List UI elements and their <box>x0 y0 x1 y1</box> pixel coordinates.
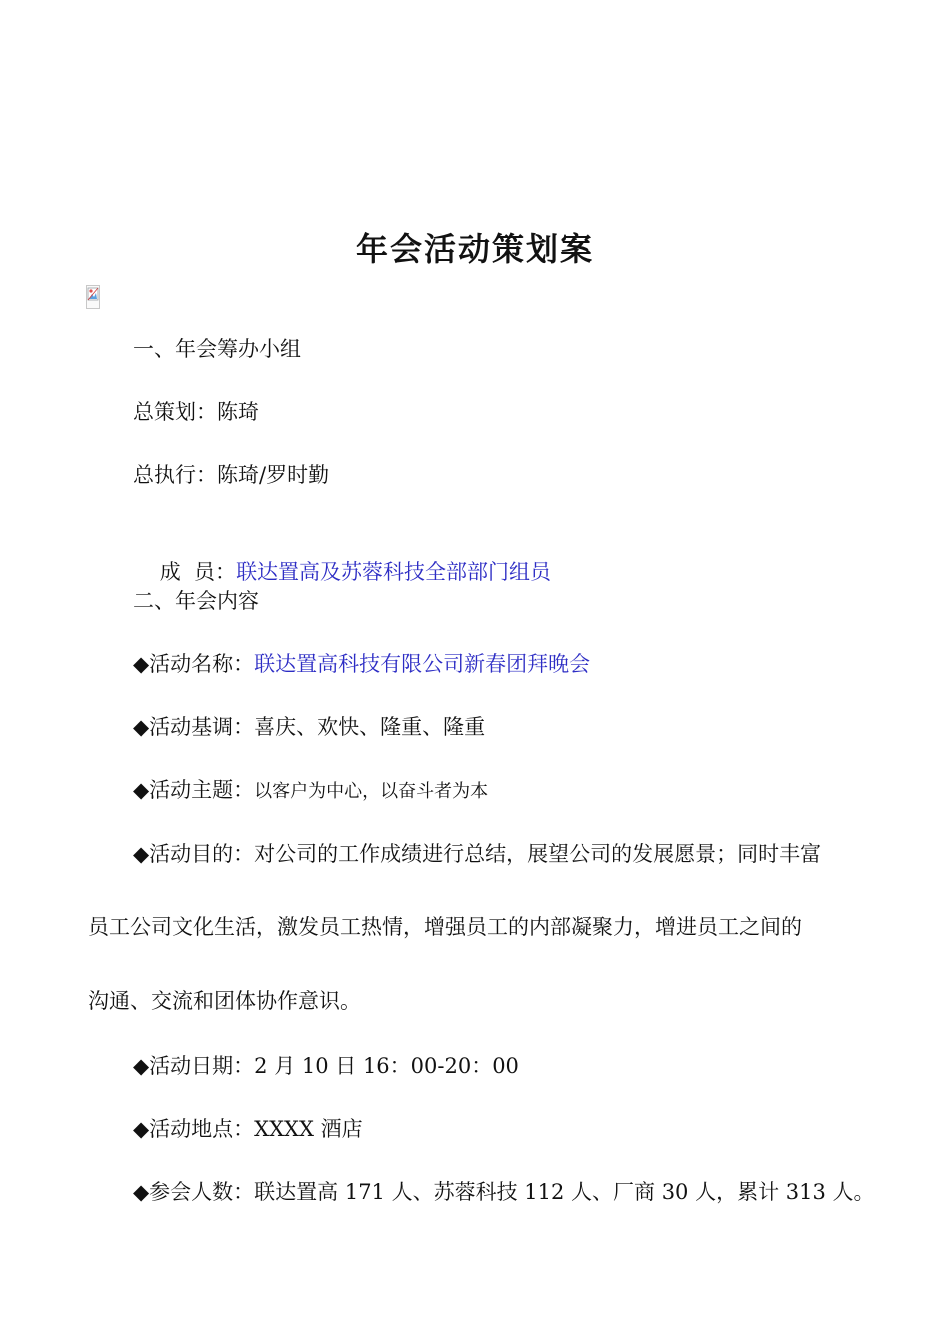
activity-purpose-line-1: ◆活动目的：对公司的工作成绩进行总结，展望公司的发展愿景；同时丰富 <box>133 842 822 866</box>
executor-label: 总执行： <box>133 463 217 487</box>
activity-name-value: 联达置高科技有限公司新春团拜晚会 <box>254 652 591 676</box>
attendance-value: 联达置高 171 人、苏蓉科技 112 人、厂商 30 人，累计 313 人。 <box>254 1180 875 1204</box>
section-heading-organizers: 一、年会筹办小组 <box>133 337 301 361</box>
activity-tone-value: 喜庆、欢快、隆重、隆重 <box>254 715 486 739</box>
members-value: 联达置高及苏蓉科技全部部门组员 <box>236 560 552 584</box>
activity-date-value: 2 月 10 日 16：00-20：00 <box>254 1054 519 1078</box>
executor-value: 陈琦/罗时勤 <box>217 463 330 487</box>
activity-tone-label: ◆活动基调： <box>133 715 255 739</box>
planner-value: 陈琦 <box>217 400 259 424</box>
attendance-label: ◆参会人数： <box>133 1180 255 1204</box>
activity-theme-label: ◆活动主题： <box>133 778 255 802</box>
members-label: 成 员： <box>159 560 237 584</box>
section-heading-content: 二、年会内容 <box>133 589 259 613</box>
activity-date-line <box>133 1049 519 1083</box>
activity-date-label: ◆活动日期： <box>133 1054 255 1078</box>
activity-name-label: ◆活动名称： <box>133 652 255 676</box>
image-placeholder-icon <box>87 286 99 308</box>
activity-tone-line <box>133 710 485 744</box>
document-title: 年会活动策划案 <box>355 230 594 268</box>
activity-theme-value: 以客户为中心，以奋斗者为本 <box>254 781 489 802</box>
activity-name-line <box>133 647 590 681</box>
planner-label: 总策划： <box>133 400 217 424</box>
broken-image-icon <box>86 285 100 309</box>
activity-theme-line <box>133 773 488 809</box>
activity-venue-line <box>133 1112 363 1146</box>
activity-purpose-line-3: 沟通、交流和团体协作意识。 <box>88 989 361 1013</box>
activity-venue-label: ◆活动地点： <box>133 1117 255 1141</box>
planner-line <box>133 395 259 429</box>
attendance-line <box>133 1175 875 1209</box>
executor-line <box>133 458 329 492</box>
activity-venue-value: XXXX 酒店 <box>254 1117 363 1141</box>
activity-purpose-line-2: 员工公司文化生活，激发员工热情，增强员工的内部凝聚力，增进员工之间的 <box>88 915 802 939</box>
